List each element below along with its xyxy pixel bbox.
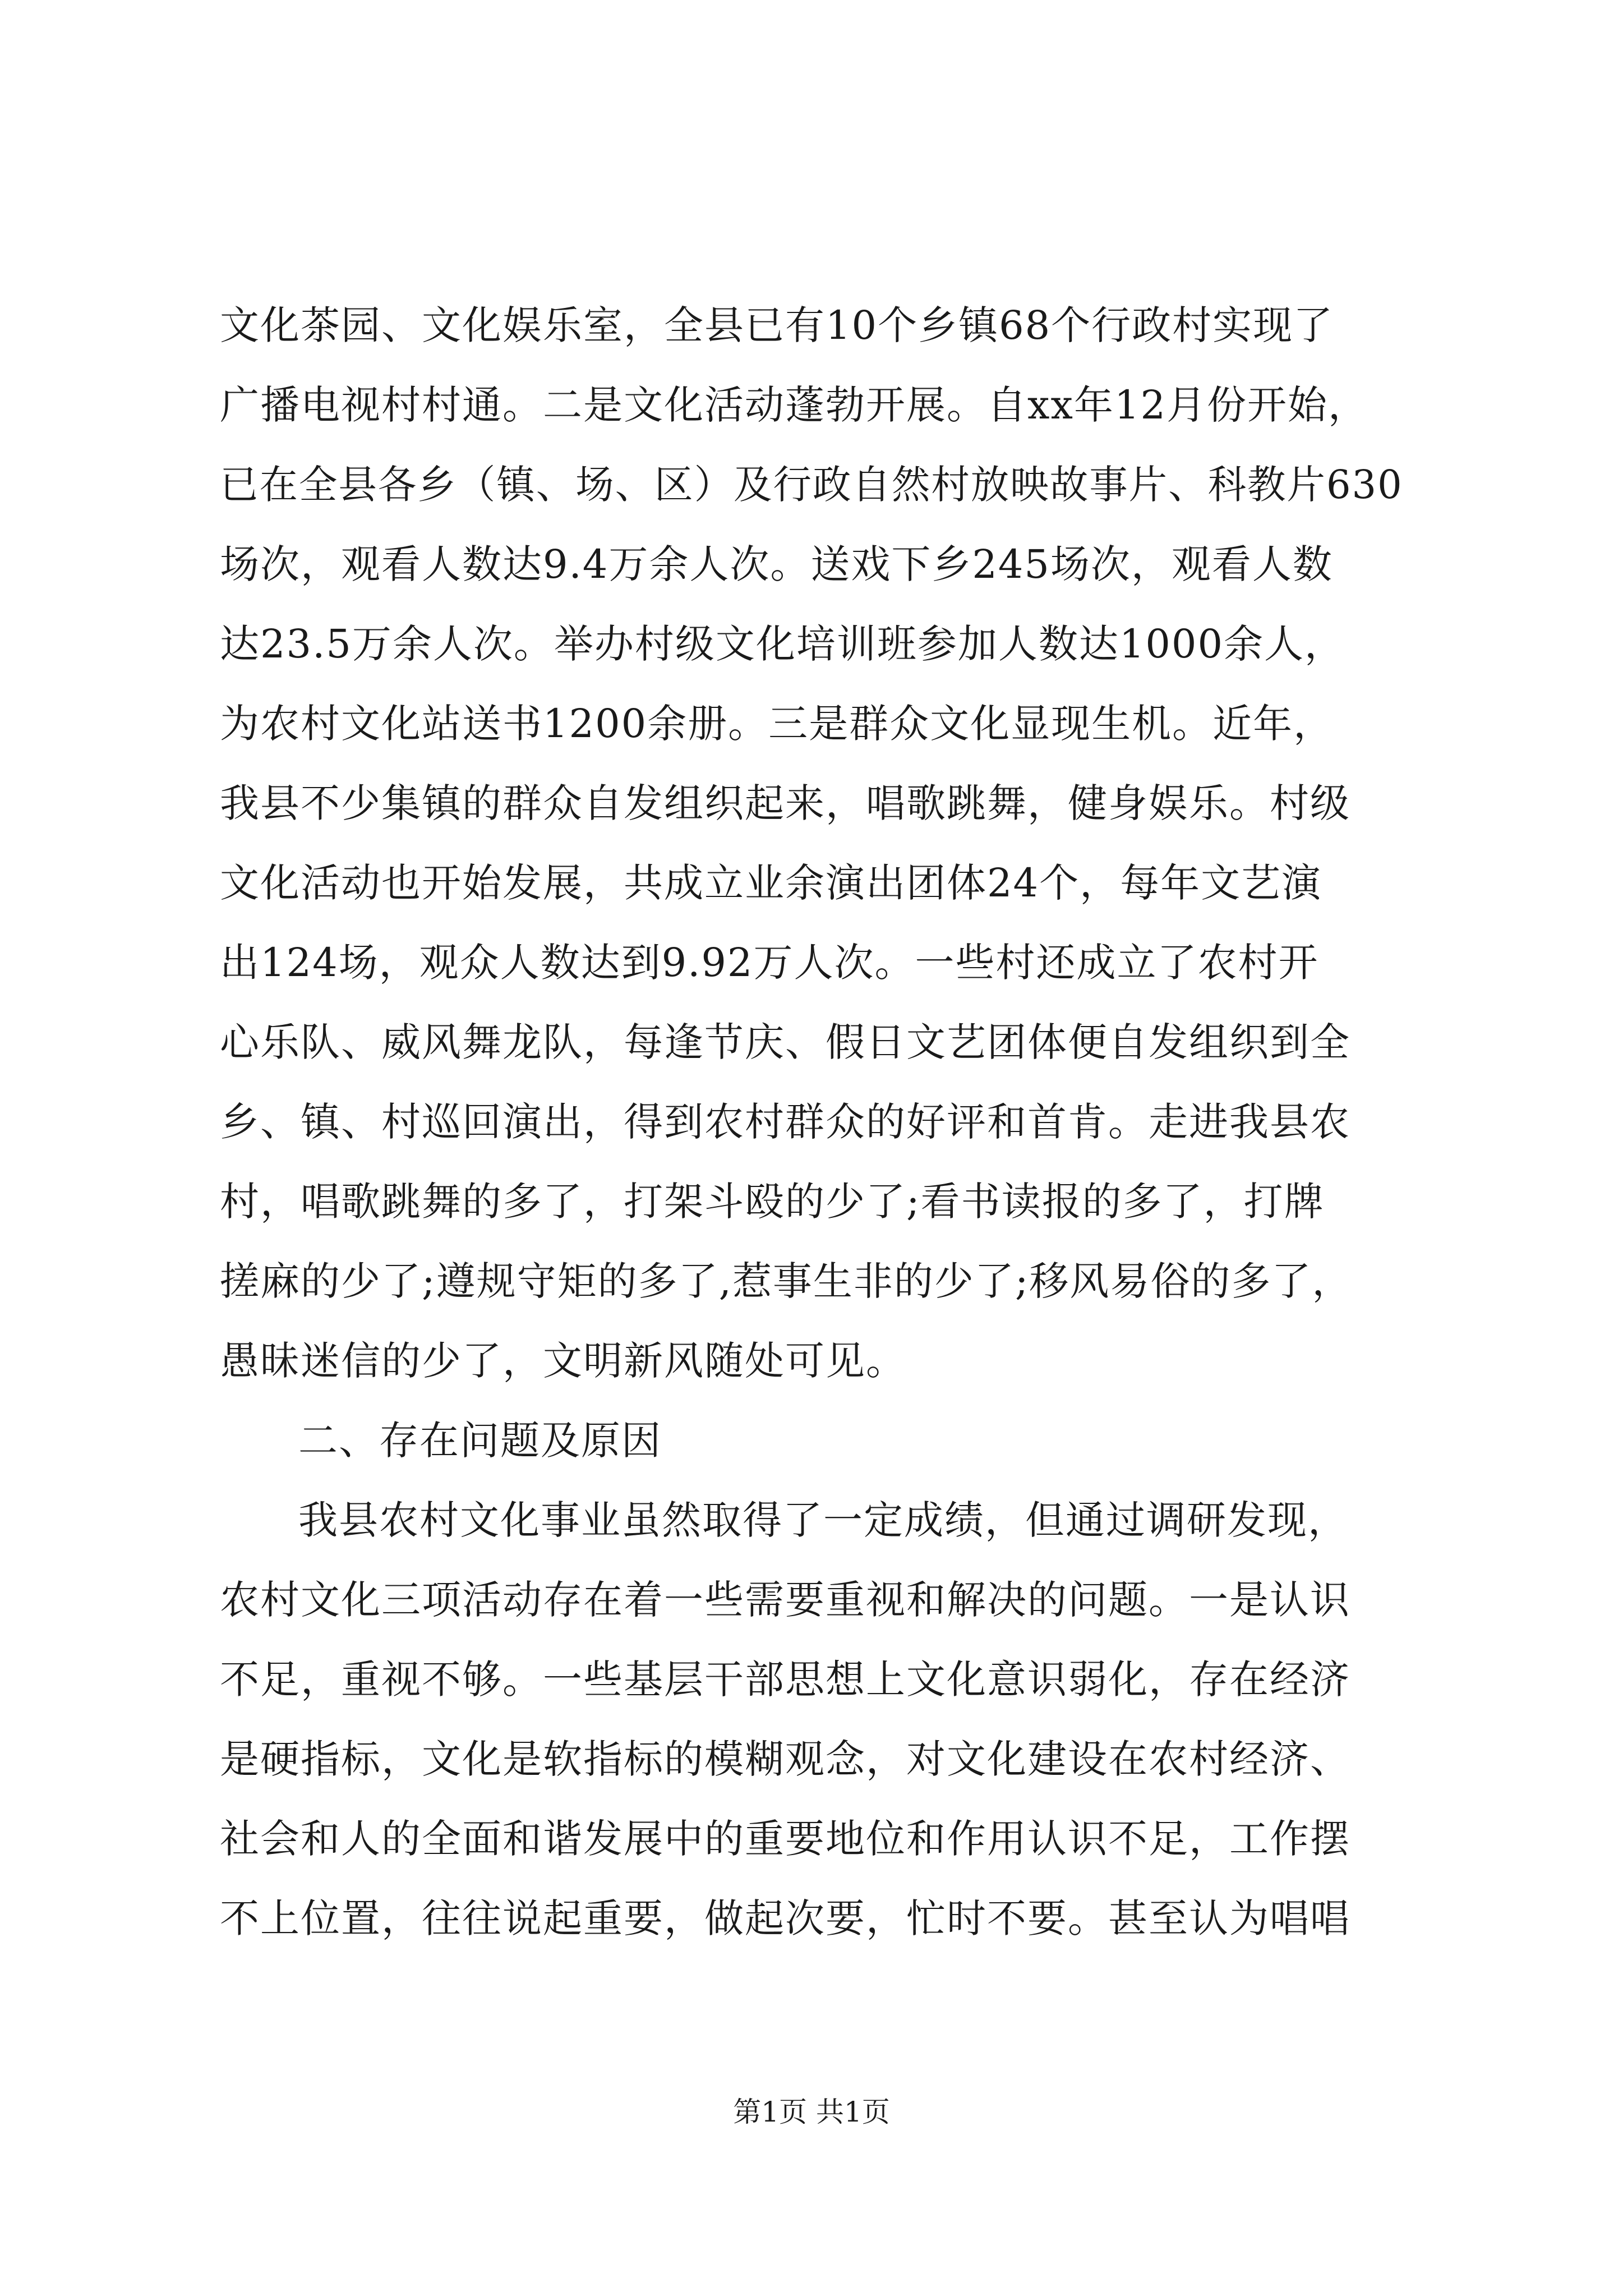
text-line-8: 文化活动也开始发展，共成立业余演出团体24个，每年文艺演 [220,860,1322,906]
text-line-11: 乡、镇、村巡回演出，得到农村群众的好评和首肯。走进我县农 [220,1099,1350,1145]
text-line-5: 达23.5万余人次。举办村级文化培训班参加人数达1000余人， [220,621,1345,667]
text-line-21: 不上位置，往往说起重要，做起次要，忙时不要。甚至认为唱唱 [220,1895,1350,1941]
text-line-2: 广播电视村村通。二是文化活动蓬勃开展。自xx年12月份开始， [220,382,1369,428]
text-line-16: 我县农村文化事业虽然取得了一定成绩，但通过调研发现， [298,1497,1348,1543]
page-footer: 第1页 共1页 [733,2096,890,2128]
text-line-7: 我县不少集镇的群众自发组织起来，唱歌跳舞，健身娱乐。村级 [220,780,1350,826]
text-line-12: 村，唱歌跳舞的多了，打架斗殴的少了;看书读报的多了，打牌 [220,1179,1325,1225]
text-line-6: 为农村文化站送书1200余册。三是群众文化显现生机。近年， [220,701,1334,747]
text-line-19: 是硬指标，文化是软指标的模糊观念，对文化建设在农村经济、 [220,1736,1350,1782]
text-line-10: 心乐队、威风舞龙队，每逢节庆、假日文艺团体便自发组织到全 [220,1019,1350,1065]
text-line-13: 搓麻的少了;遵规守矩的多了,惹事生非的少了;移风易俗的多了， [220,1258,1353,1304]
text-line-4: 场次，观看人数达9.4万余人次。送戏下乡245场次，观看人数 [220,541,1333,587]
text-line-14: 愚昧迷信的少了，文明新风随处可见。 [220,1338,906,1384]
text-line-3: 已在全县各乡（镇、场、区）及行政自然村放映故事片、科教片630 [220,462,1403,508]
section-heading: 二、存在问题及原因 [298,1418,662,1464]
text-line-20: 社会和人的全面和谐发展中的重要地位和作用认识不足，工作摆 [220,1816,1350,1862]
text-line-18: 不足，重视不够。一些基层干部思想上文化意识弱化，存在经济 [220,1657,1350,1703]
text-line-1: 文化茶园、文化娱乐室，全县已有10个乡镇68个行政村实现了 [220,302,1334,348]
text-line-9: 出124场，观众人数达到9.92万人次。一些村还成立了农村开 [220,940,1319,986]
text-line-17: 农村文化三项活动存在着一些需要重视和解决的问题。一是认识 [220,1577,1350,1623]
